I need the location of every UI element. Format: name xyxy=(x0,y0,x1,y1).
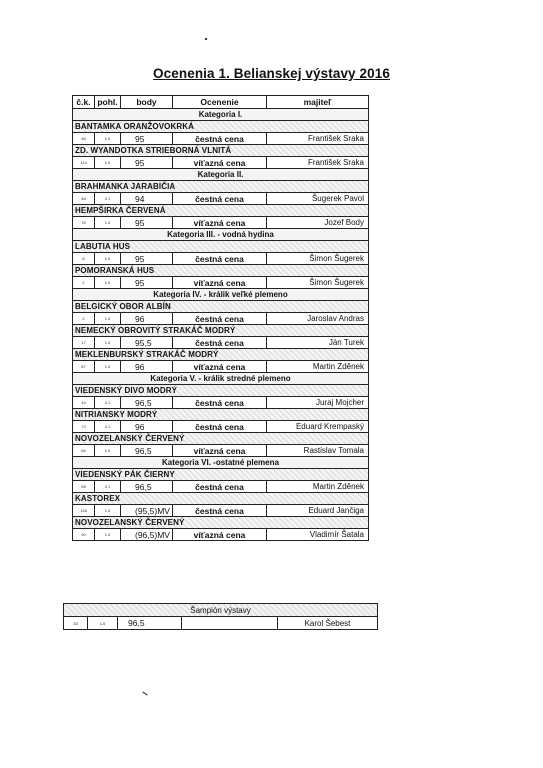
entry-ck: 66 xyxy=(73,445,95,457)
breed-row xyxy=(73,265,369,277)
breed-name: ZD. WYANDOTKA STRIEBORNÁ VLNITÁ xyxy=(73,145,369,157)
entry-body: 95 xyxy=(121,157,173,169)
entry-ck: 98 xyxy=(73,481,95,493)
entry-row xyxy=(73,193,369,205)
breed-row xyxy=(73,181,369,193)
category-title: Kategoria V. - králik stredné plemeno xyxy=(73,373,369,385)
breed-name: POMORANSKÁ HUS xyxy=(73,265,369,277)
champion-ck: 33 xyxy=(64,617,88,630)
champion-owner: Karol Šebest xyxy=(278,617,378,630)
entry-row xyxy=(73,277,369,289)
entry-owner: Šugerek Pavol xyxy=(267,193,369,205)
entry-body: 94 xyxy=(121,193,173,205)
header-pohl: pohl. xyxy=(95,96,121,109)
entry-body: 96 xyxy=(121,421,173,433)
category-row xyxy=(73,169,369,181)
breed-name: NEMECKÝ OBROVITÝ STRAKÁČ MODRÝ xyxy=(73,325,369,337)
entry-owner: Juraj Mojcher xyxy=(267,397,369,409)
entry-award: čestná cena xyxy=(173,481,267,493)
entry-owner: Ján Turek xyxy=(267,337,369,349)
entry-award: víťazná cena xyxy=(173,529,267,541)
breed-row xyxy=(73,385,369,397)
breed-name: NOVOZELANSKÝ ČERVENÝ xyxy=(73,517,369,529)
champion-row xyxy=(64,617,378,630)
entry-pohl: 0.1 xyxy=(95,193,121,205)
breed-row xyxy=(73,469,369,481)
breed-name: LABUTIA HUS xyxy=(73,241,369,253)
breed-name: BRAHMANKA JARABIČIA xyxy=(73,181,369,193)
header-body: body xyxy=(121,96,173,109)
entry-pohl: 1.0 xyxy=(95,505,121,517)
entry-row xyxy=(73,529,369,541)
entry-award: víťazná cena xyxy=(173,157,267,169)
entry-pohl: 0.1 xyxy=(95,421,121,433)
entry-ck: 2 xyxy=(73,313,95,325)
entry-ck: 17 xyxy=(73,337,95,349)
entry-body: 95 xyxy=(121,217,173,229)
breed-row xyxy=(73,121,369,133)
entry-owner: František Sraka xyxy=(267,157,369,169)
category-row xyxy=(73,373,369,385)
breed-name: VIEDENSKÝ PÁK ČIERNY xyxy=(73,469,369,481)
header-ck: č.k. xyxy=(73,96,95,109)
entry-row xyxy=(73,505,369,517)
entry-ck: 44 xyxy=(73,397,95,409)
entry-pohl: 1.0 xyxy=(95,361,121,373)
breed-row xyxy=(73,145,369,157)
entry-row xyxy=(73,157,369,169)
category-title: Kategoria IV. - králik veľké plemeno xyxy=(73,289,369,301)
category-title: Kategoria VI. -ostatné plemena xyxy=(73,457,369,469)
champion-pohl: 1.0 xyxy=(88,617,118,630)
entry-row xyxy=(73,397,369,409)
breed-row xyxy=(73,325,369,337)
entry-pohl: 1.0 xyxy=(95,337,121,349)
entry-ck: 76 xyxy=(73,217,95,229)
entry-body: 95 xyxy=(121,277,173,289)
entry-row xyxy=(73,313,369,325)
entry-pohl: 1.0 xyxy=(95,277,121,289)
breed-row xyxy=(73,301,369,313)
entry-award: čestná cena xyxy=(173,505,267,517)
breed-row xyxy=(73,409,369,421)
breed-row xyxy=(73,205,369,217)
entry-owner: Martin Zděnek xyxy=(267,481,369,493)
entry-row xyxy=(73,337,369,349)
entry-owner: Rastislav Tomala xyxy=(267,445,369,457)
entry-pohl: 1.0 xyxy=(95,529,121,541)
entry-award: víťazná cena xyxy=(173,361,267,373)
entry-pohl: 1.0 xyxy=(95,445,121,457)
entry-owner: Šimon Šugerek xyxy=(267,253,369,265)
entry-body: 95 xyxy=(121,133,173,145)
entry-row xyxy=(73,217,369,229)
entry-body: 96,5 xyxy=(121,397,173,409)
entry-pohl: 1.0 xyxy=(95,133,121,145)
header-ocenenie: Ocenenie xyxy=(173,96,267,109)
entry-award: čestná cena xyxy=(173,313,267,325)
entry-owner: Jozef Body xyxy=(267,217,369,229)
breed-name: MEKLENBURSKÝ STRAKÁČ MODRÝ xyxy=(73,349,369,361)
entry-award: čestná cena xyxy=(173,193,267,205)
category-title: Kategoria I. xyxy=(73,109,369,121)
entry-row xyxy=(73,361,369,373)
breed-row xyxy=(73,433,369,445)
entry-ck: 144 xyxy=(73,157,95,169)
champion-body: 96,5 xyxy=(118,617,182,630)
entry-row xyxy=(73,445,369,457)
entry-body: 96 xyxy=(121,361,173,373)
entry-ck: 2 xyxy=(73,277,95,289)
entry-ck: 90 xyxy=(73,529,95,541)
entry-owner: Eduard Krempaský xyxy=(267,421,369,433)
breed-row xyxy=(73,241,369,253)
breed-name: NOVOZELANSKÝ ČERVENÝ xyxy=(73,433,369,445)
entry-body: 95,5 xyxy=(121,337,173,349)
champion-title: Šampión výstavy xyxy=(64,604,378,617)
entry-award: čestná cena xyxy=(173,133,267,145)
entry-award: čestná cena xyxy=(173,253,267,265)
header-row xyxy=(73,96,369,109)
category-row xyxy=(73,457,369,469)
entry-row xyxy=(73,133,369,145)
entry-ck: 46 xyxy=(73,133,95,145)
awards-table xyxy=(72,95,369,541)
entry-pohl: 0.1 xyxy=(95,397,121,409)
entry-pohl: 1.0 xyxy=(95,253,121,265)
entry-owner: František Sraka xyxy=(267,133,369,145)
entry-pohl: 1.0 xyxy=(95,313,121,325)
entry-body: 96,5 xyxy=(121,445,173,457)
speck-top xyxy=(205,38,207,40)
page-title: Ocenenia 1. Belianskej výstavy 2016 xyxy=(153,66,390,81)
entry-award: víťazná cena xyxy=(173,277,267,289)
entry-ck: 73 xyxy=(73,421,95,433)
entry-award: čestná cena xyxy=(173,397,267,409)
entry-owner: Šimon Šugerek xyxy=(267,277,369,289)
speck-bottom xyxy=(142,691,147,695)
category-title: Kategoria III. - vodná hydina xyxy=(73,229,369,241)
entry-row xyxy=(73,481,369,493)
breed-name: BANTAMKA ORANŽOVOKRKÁ xyxy=(73,121,369,133)
entry-body: (95,5)MV xyxy=(121,505,173,517)
entry-pohl: 0.1 xyxy=(95,481,121,493)
entry-award: čestná cena xyxy=(173,337,267,349)
entry-body: 96,5 xyxy=(121,481,173,493)
champion-table xyxy=(63,603,378,630)
breed-name: NITRIANSKY MODRÝ xyxy=(73,409,369,421)
breed-row xyxy=(73,493,369,505)
entry-row xyxy=(73,253,369,265)
breed-row xyxy=(73,349,369,361)
champion-award xyxy=(182,617,278,630)
entry-owner: Martin Zděnek xyxy=(267,361,369,373)
entry-row xyxy=(73,421,369,433)
breed-name: HEMPŠIRKA ČERVENÁ xyxy=(73,205,369,217)
breed-name: VIEDENSKÝ DIVO MODRÝ xyxy=(73,385,369,397)
category-title: Kategoria II. xyxy=(73,169,369,181)
category-row xyxy=(73,229,369,241)
entry-ck: 8 xyxy=(73,253,95,265)
entry-owner: Eduard Jančiga xyxy=(267,505,369,517)
entry-award: čestná cena xyxy=(173,421,267,433)
breed-name: KASTOREX xyxy=(73,493,369,505)
entry-owner: Jaroslav Andras xyxy=(267,313,369,325)
entry-owner: Vladimír Šatala xyxy=(267,529,369,541)
entry-pohl: 1.0 xyxy=(95,217,121,229)
category-row xyxy=(73,109,369,121)
header-majitel: majiteľ xyxy=(267,96,369,109)
category-row xyxy=(73,289,369,301)
breed-row xyxy=(73,517,369,529)
entry-ck: 148 xyxy=(73,505,95,517)
entry-pohl: 1.0 xyxy=(95,157,121,169)
entry-ck: 48 xyxy=(73,193,95,205)
entry-body: 96 xyxy=(121,313,173,325)
entry-ck: 87 xyxy=(73,361,95,373)
entry-award: víťazná cena xyxy=(173,445,267,457)
entry-body: (96,5)MV xyxy=(121,529,173,541)
breed-name: BELGICKÝ OBOR ALBÍN xyxy=(73,301,369,313)
entry-body: 95 xyxy=(121,253,173,265)
entry-award: víťazná cena xyxy=(173,217,267,229)
